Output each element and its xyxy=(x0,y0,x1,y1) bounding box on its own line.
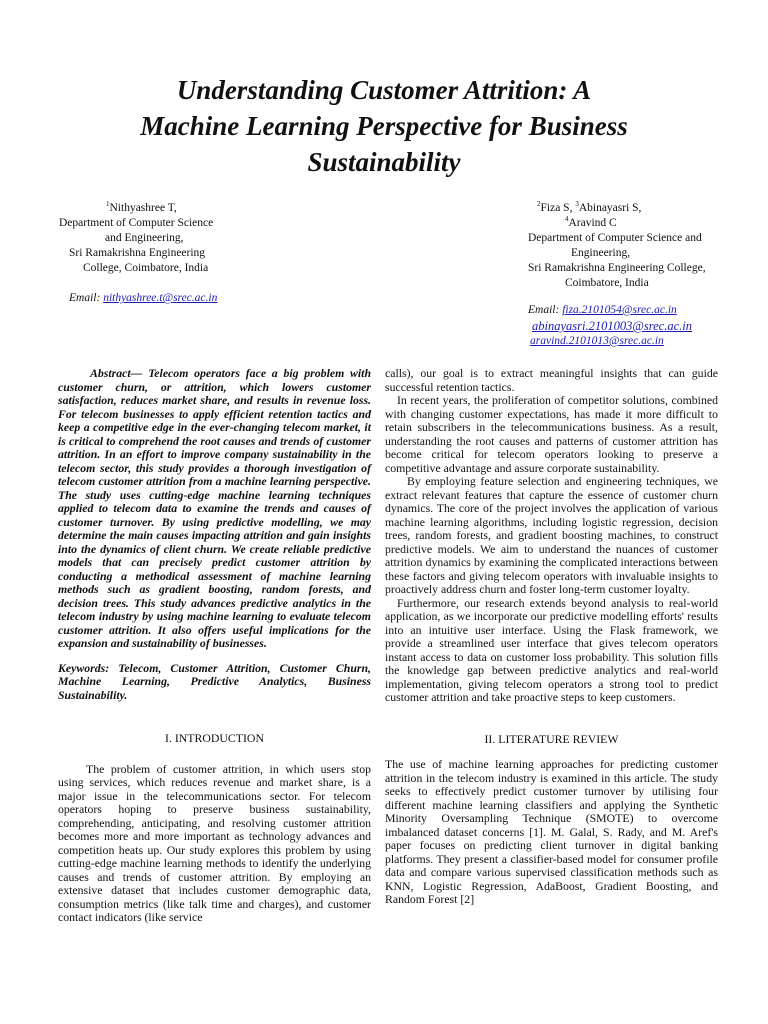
abstract-text: Abstract— Telecom operators face a big problem with customer churn, or attrition, which lowers customer satisfaction, reduces market share, and results in revenue loss. For telecom businesses to apply efficient retention tactics and keep a competitive edge in the ever-changing telecom market, it is critical to comprehend the root causes and trends of customer attrition. In an effort to improve company sustainability in the telecom sector, this study provides a thorough investigation of telecom customer attrition from a machine learning perspective. The study uses cutting-edge machine learning techniques applied to telecom data to examine the trends and causes of customer turnover. By using predictive modelling, we may determine the main causes impacting attrition and gain insights into the dynamics of client churn. We create reliable predictive models that can precisely predict customer attrition by conducting a methodical assessment of machine learning methods such as gradient boosting, random forests, and decision trees. This study advances predictive analytics in the telecom industry by using machine learning to evaluate telecom customer attrition. It also offers useful implications for the expansion and sustainability of businesses. xyxy=(58,366,371,650)
author-inst-line2: College, Coimbatore, India xyxy=(83,262,209,274)
intro-paragraph-1: The problem of customer attrition, in which users stop using services, which reduces revenue and market share, is a major issue in the telecommunications sector. For telecom operators hoping to preserve business sustainability, comprehending, anticipating, and resolving customer attrition becomes more and more important as technology advances and competition heats up. Our study explores this problem by using cutting-edge machine learning methods to identify the underlying causes and trends of customer attrition. By employing an extensive dataset that includes customer demographic data, consumption metrics (like talk time and charges), and customer contact indicators (like service xyxy=(58,761,371,924)
right-paragraph-3: Furthermore, our research extends beyond analysis to real-world application, as we incorporate our predictive modelling efforts' results into an intuitive user interface. Using the Flask framework, we provide a streamlined user interface that gives telecom operators instant access to data on customer loss probability. This solution fills the knowledge gap between predictive analytics and real-world implementation, giving telecom operators a strong tool to predict customer attrition and take proactive steps to keep customers. xyxy=(385,595,718,704)
author-right-dept-line1: Department of Computer Science and xyxy=(528,232,702,244)
author-right-inst-line2: Coimbatore, India xyxy=(565,277,649,289)
literature-paragraph-1: The use of machine learning approaches for predicting customer attrition in the telecom industry is examined in this article. The study seeks to effectively predict customer turnover by utilising four different machine learning classifiers and applying the Synthetic Minority Oversampling Technique (SMOTE) to overcome imbalanced dataset concerns [1]. M. Galal, S. Rady, and M. Aref's paper focuses on predicting client turnover in digital banking platforms. They present a classifier-based model for consumer profile data and compare various supervised classification methods such as KNN, Logistic Regression, AdaBoost, Gradient Boosting, and Random Forest [2] xyxy=(385,757,718,906)
right-column xyxy=(385,367,718,907)
author-block-right xyxy=(527,201,727,349)
section-heading-literature-review: II. LITERATURE REVIEW xyxy=(484,731,619,746)
right-paragraph-1: In recent years, the proliferation of competitor solutions, combined with changing customer expectations, has made it more difficult to retain subscribers in the telecommunications business. As a result, understanding the root causes and patterns of customer attrition has become critical for telecom operators looking to preserve a competitive advantage and assure corporate sustainability. xyxy=(385,393,718,475)
author-names-right-line1: $^2$Fiza S, $^3$Abinayasri S, xyxy=(537,200,642,214)
email-link-aravind[interactable]: aravind.2101013@srec.ac.in xyxy=(530,335,664,347)
author-email-line-right: Email: fiza.2101054@srec.ac.in xyxy=(528,304,677,316)
section-heading-introduction: I. INTRODUCTION xyxy=(165,731,264,745)
author-dept-line2: and Engineering, xyxy=(105,232,184,244)
right-paragraph-0: calls), our goal is to extract meaningful insights that can guide successful retention tactics. xyxy=(385,366,718,394)
author-right-inst-line1: Sri Ramakrishna Engineering College, xyxy=(528,262,706,274)
keywords-text: Keywords: Telecom, Customer Attrition, Customer Churn, Machine Learning, Predictive Analytics, Business Sustainability. xyxy=(58,660,371,702)
title-line-1: Understanding Customer Attrition: A xyxy=(176,75,592,105)
author-names-right-line2: $^4$Aravind C xyxy=(565,215,617,229)
author-block-left xyxy=(58,201,248,306)
right-paragraph-2: By employing feature selection and engineering techniques, we extract relevant features that capture the essence of customer churn dynamics. The core of the project involves the application of various machine learning algorithms, including logistic regression, decision trees, random forests, and gradient boosting machines, to construct predictive models. We aim to understand the nuances of customer attrition dynamics by examining the complicated interactions between these factors and giving telecom operators with invaluable insights to proactively address churn and foster long-term customer loyalty. xyxy=(385,474,718,596)
email-link-nithyashree[interactable]: nithyashree.t@srec.ac.in xyxy=(103,292,218,304)
author-inst-line1: Sri Ramakrishna Engineering xyxy=(69,247,206,259)
author-email-line-left: Email: nithyashree.t@srec.ac.in xyxy=(69,292,218,304)
email-link-fiza[interactable]: fiza.2101054@srec.ac.in xyxy=(562,304,677,316)
left-column xyxy=(58,367,371,925)
title-line-3: Sustainability xyxy=(307,147,461,177)
title-line-2: Machine Learning Perspective for Business xyxy=(140,111,628,141)
author-right-dept-line2: Engineering, xyxy=(571,247,631,259)
author-name-left: $^1$Nithyashree T, xyxy=(106,200,177,214)
email-link-abinayasri[interactable]: abinayasri.2101003@srec.ac.in xyxy=(532,319,692,333)
paper-title xyxy=(60,72,708,180)
author-dept-line1: Department of Computer Science xyxy=(59,217,214,229)
